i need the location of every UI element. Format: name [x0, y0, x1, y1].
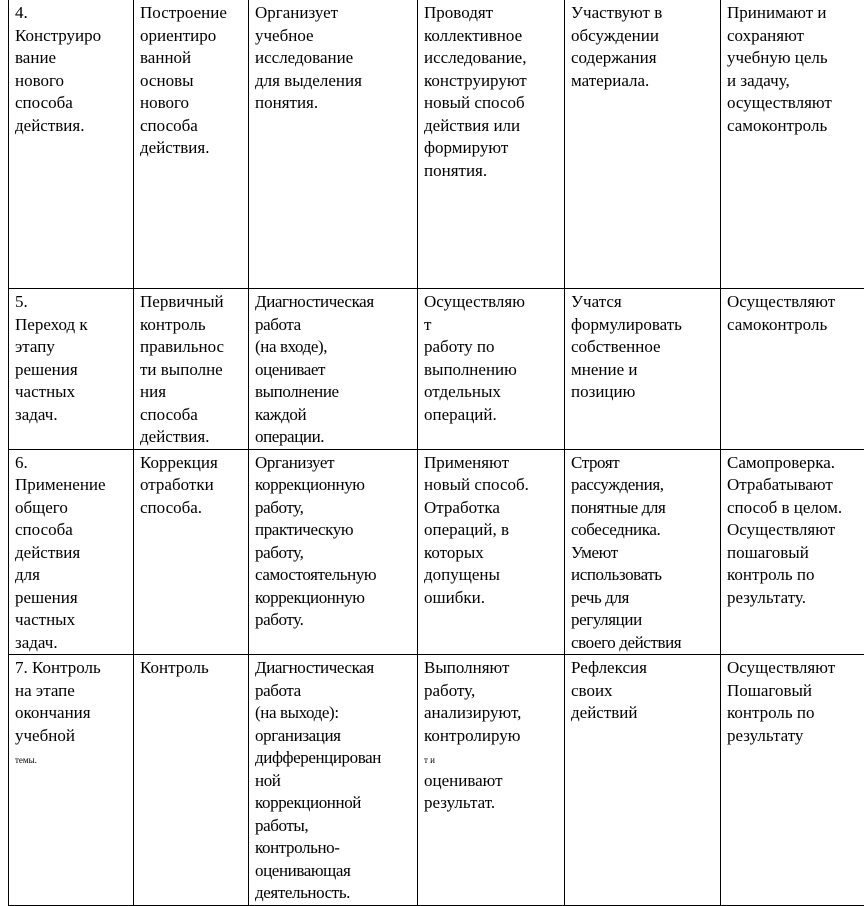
teacher-activity-cell: Диагностическая работа (на входе), оценивает выполнение каждой операции.	[249, 289, 418, 450]
stage-cell	[9, 655, 134, 906]
content-cell: Первичный контроль правильнос ти выполне ния способа действия.	[134, 289, 249, 450]
stage-cell: 5. Переход к этапу решения частных задач.	[9, 289, 134, 450]
regulatory-cell: Осуществляют Пошаговый контроль по результату	[721, 655, 864, 906]
students-text: Выполняют работу, анализируют, контролирую	[424, 658, 521, 745]
communicative-cell: Строят рассуждения, понятные для собеседника. Умеют использовать речь для регуляции своего действия	[565, 449, 721, 655]
teacher-activity-cell: Организует учебное исследование для выделения понятия.	[249, 0, 418, 289]
stage-small-text: темы.	[15, 755, 37, 765]
students-activity-cell	[418, 655, 565, 906]
lesson-stages-table	[8, 0, 864, 906]
teacher-activity-cell: Диагностическая работа (на выходе): организация дифференцирован ной коррекционной работы, контрольно- оценивающая деятельность.	[249, 655, 418, 906]
stage-cell: 4. Конструиро вание нового способа действия.	[9, 0, 134, 289]
regulatory-cell: Принимают и сохраняют учебную цель и задачу, осуществляют самоконтроль	[721, 0, 864, 289]
content-cell: Коррекция отработки способа.	[134, 449, 249, 655]
content-cell: Построение ориентиро ванной основы нового способа действия.	[134, 0, 249, 289]
communicative-cell: Рефлексия своих действий	[565, 655, 721, 906]
table-row	[9, 655, 864, 906]
table-row	[9, 449, 864, 655]
students-activity-cell: Применяют новый способ. Отработка операций, в которых допущены ошибки.	[418, 449, 565, 655]
regulatory-cell: Осуществляют самоконтроль	[721, 289, 864, 450]
table-row	[9, 0, 864, 289]
regulatory-cell: Самопроверка. Отрабатывают способ в целом. Осуществляют пошаговый контроль по результату.	[721, 449, 864, 655]
stage-text: 7. Контроль на этапе окончания учебной	[15, 658, 101, 745]
content-cell: Контроль	[134, 655, 249, 906]
table-row	[9, 289, 864, 450]
students-activity-cell: Проводят коллективное исследование, конструируют новый способ действия или формируют понятия.	[418, 0, 565, 289]
teacher-activity-cell: Организует коррекционную работу, практическую работу, самостоятельную коррекционную работу.	[249, 449, 418, 655]
students-activity-cell: Осуществляю т работу по выполнению отдельных операций.	[418, 289, 565, 450]
stage-cell: 6. Применение общего способа действия для решения частных задач.	[9, 449, 134, 655]
students-small-text: т и	[424, 755, 435, 765]
communicative-cell: Участвуют в обсуждении содержания материала.	[565, 0, 721, 289]
communicative-cell: Учатся формулировать собственное мнение и позицию	[565, 289, 721, 450]
students-text-end: оценивают результат.	[424, 771, 503, 813]
